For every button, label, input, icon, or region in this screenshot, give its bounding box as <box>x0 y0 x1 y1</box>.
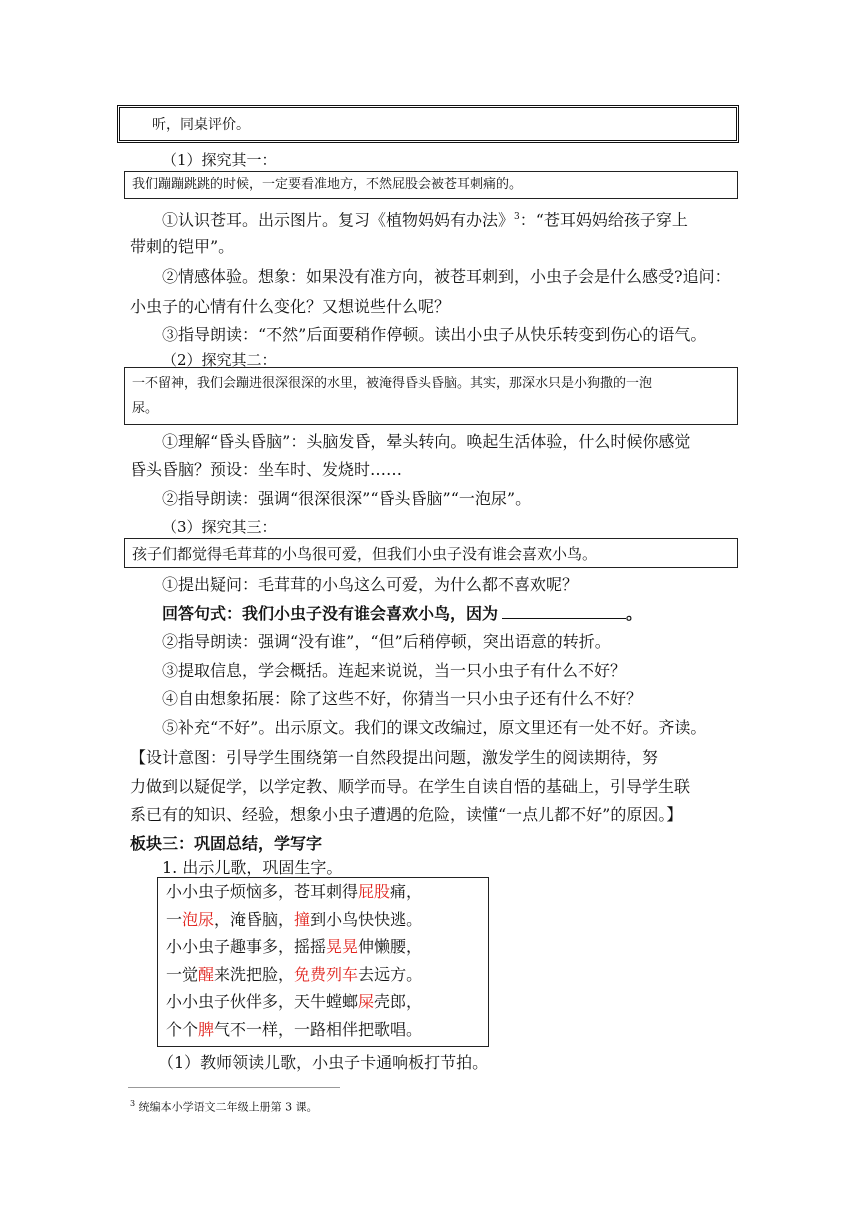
section1-p2-b: 小虫子的心情有什么变化？又想说些什么呢？ <box>130 297 451 316</box>
section2-p1-b: 昏头昏脑？预设：坐车时、发烧时…… <box>130 460 403 479</box>
poem-highlight: 晃晃 <box>326 937 359 957</box>
poem-line <box>166 991 422 1013</box>
poem-text: ，淹昏脑， <box>214 909 295 929</box>
poem-highlight: 脾 <box>198 1020 215 1039</box>
poem-text: 去远方。 <box>358 964 423 984</box>
top-note-text: 听，同桌评价。 <box>152 117 250 133</box>
section1-quote: 我们蹦蹦跳跳的时候，一定要看准地方，不然屁股会被苍耳刺痛的。 <box>132 177 523 192</box>
poem-text: 小小虫子烦恼多，苍耳刺得 <box>166 882 359 901</box>
poem-text: 一 <box>166 909 183 929</box>
design-intent-line2: 力做到以疑促学，以学定教、顺学而导。在学生自读自悟的基础上，引导学生联 <box>130 777 691 796</box>
answer-pattern-prefix: 回答句式：我们小虫子没有谁会喜欢小鸟，因为 <box>162 604 499 623</box>
poem-text: 个个 <box>166 1020 199 1039</box>
section1-p2-a: ②情感体验。想象：如果没有准方向，被苍耳刺到，小虫子会是什么感受?追问： <box>162 267 731 286</box>
section3-title: （3）探究其三： <box>162 518 277 536</box>
poem-highlight: 撞 <box>294 909 311 929</box>
poem-line <box>166 964 422 986</box>
poem-text: 壳郎， <box>374 992 423 1012</box>
footnote-text: 统编本小学语文二年级上册第 3 课。 <box>138 1100 318 1114</box>
poem-highlight: 泡尿 <box>182 909 215 929</box>
answer-pattern-suffix: 。 <box>626 604 643 623</box>
poem-text: 来洗把脸， <box>214 964 295 984</box>
poem-line <box>166 936 422 958</box>
block3-sub1: （1）教师领读儿歌，小虫子卡通响板打节拍。 <box>158 1053 489 1072</box>
answer-blank <box>502 604 626 619</box>
poem-text: 痛， <box>390 882 423 901</box>
design-intent-line1: 【设计意图：引导学生围绕第一自然段提出问题，激发学生的阅读期待，努 <box>130 748 659 767</box>
poem-text: 小小虫子伙伴多，天牛螳螂 <box>166 992 359 1012</box>
section3-p4: ④自由想象拓展：除了这些不好，你猜当一只小虫子还有什么不好？ <box>162 689 643 708</box>
poem-highlight: 屎 <box>358 992 375 1012</box>
section2-quote-a: 一不留神，我们会蹦进很深很深的水里，被淹得昏头昏脑。其实，那深水只是小狗撒的一泡 <box>132 376 653 391</box>
poem-line <box>166 1019 422 1041</box>
poem-text: 气不一样，一路相伴把歌唱。 <box>214 1020 423 1039</box>
poem-highlight: 免费列车 <box>294 964 359 984</box>
section3-quote: 孩子们都觉得毛茸茸的小鸟很可爱，但我们小虫子没有谁会喜欢小鸟。 <box>132 545 598 563</box>
section2-p1-a: ①理解“昏头昏脑”：头脑发昏，晕头转向。唤起生活体验，什么时候你感觉 <box>162 432 691 451</box>
poem-text: 小小虫子趣事多，摇摇 <box>166 937 327 957</box>
section2-title: （2）探究其二： <box>162 351 277 369</box>
block3-heading: 板块三：巩固总结，学写字 <box>130 834 323 853</box>
footnote-separator <box>128 1087 340 1088</box>
footnote-mark: 3 <box>130 1099 136 1108</box>
section1-title: （1）探究其一： <box>162 151 277 169</box>
block3-item1: 1. 出示儿歌，巩固生字。 <box>162 858 343 877</box>
section2-quote-b: 尿。 <box>132 401 159 416</box>
poem-text: 一觉 <box>166 964 199 984</box>
poem-highlight: 屁股 <box>358 882 391 901</box>
section3-p3: ③提取信息，学会概括。连起来说说，当一只小虫子有什么不好？ <box>162 661 627 680</box>
section1-p1-text-a: ①认识苍耳。出示图片。复习《植物妈妈有办法》 <box>162 210 515 230</box>
footnote-ref: 3 <box>514 212 520 222</box>
section1-p1-cont: 带刺的铠甲”。 <box>130 237 235 256</box>
answer-pattern <box>162 603 642 625</box>
section3-p5: ⑤补充“不好”。出示原文。我们的课文改编过，原文里还有一处不好。齐读。 <box>162 718 707 737</box>
poem-line <box>166 909 422 931</box>
section3-p1: ①提出疑问：毛茸茸的小鸟这么可爱，为什么都不喜欢呢？ <box>162 575 579 594</box>
section2-p2: ②指导朗读：强调“很深很深”“昏头昏脑”“一泡尿”。 <box>162 489 532 508</box>
poem-highlight: 醒 <box>198 964 215 984</box>
section1-p1 <box>162 206 688 231</box>
poem-text: 伸懒腰， <box>358 937 423 957</box>
section1-p1-text-b: ：“苍耳妈妈给孩子穿上 <box>519 210 688 230</box>
poem-text: 到小鸟快快逃。 <box>310 909 423 929</box>
footnote <box>130 1097 318 1115</box>
design-intent-line3: 系已有的知识、经验，想象小虫子遭遇的危险，读懂“一点儿都不好”的原因。】 <box>130 805 683 824</box>
poem-line <box>166 881 422 903</box>
section1-p3: ③指导朗读：“不然”后面要稍作停顿。读出小虫子从快乐转变到伤心的语气。 <box>162 325 707 344</box>
section3-p2: ②指导朗读：强调“没有谁”，“但”后稍停顿，突出语意的转折。 <box>162 632 611 651</box>
